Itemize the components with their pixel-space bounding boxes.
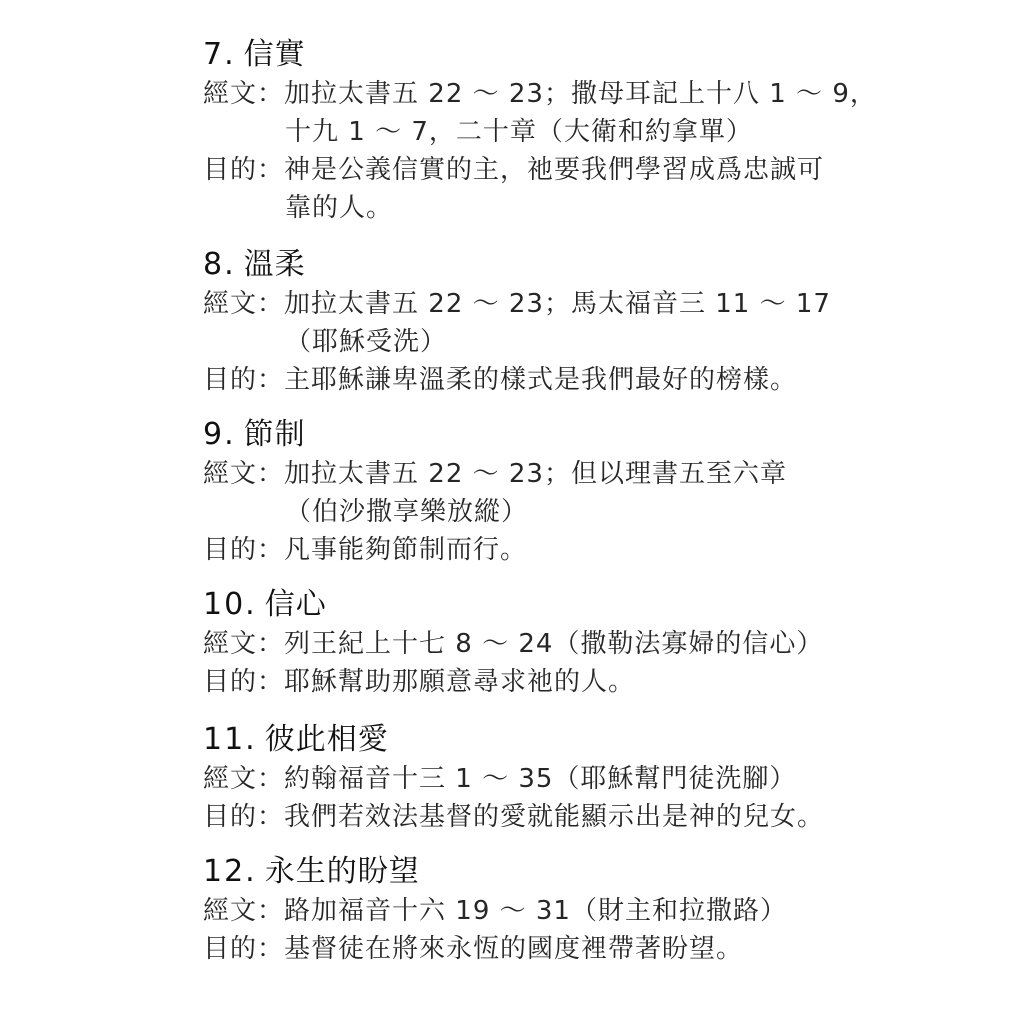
purpose-text: 我們若效法基督的愛就能顯示出是神的兒女。 [284,802,825,832]
scripture-label: 經文： [203,629,285,659]
scripture-text: 加拉太書五 22 ～ 23；馬太福音三 11 ～ 17 [284,289,831,319]
lesson-heading [203,245,983,285]
scripture-line [203,760,983,798]
lesson-heading [203,852,983,892]
lesson-title: 信心 [264,587,327,622]
scripture-line-continued [203,493,983,531]
lesson-section-9 [203,415,983,569]
lesson-number: 7. [203,37,236,72]
lesson-title: 信實 [243,37,306,72]
scripture-line [203,75,983,113]
scripture-text: （耶穌受洗） [285,327,448,357]
scripture-text: 加拉太書五 22 ～ 23；撒母耳記上十八 1 ～ 9， [284,79,877,109]
scripture-text: 路加福音十六 19 ～ 31（財主和拉撒路） [284,896,787,926]
purpose-text: 靠的人。 [285,193,394,223]
scripture-text: 約翰福音十三 1 ～ 35（耶穌幫門徒洗腳） [284,764,797,794]
lesson-number: 8. [203,247,236,282]
lesson-heading [203,720,983,760]
scripture-text: 十九 1 ～ 7，二十章（大衛和約拿單） [285,117,753,147]
purpose-line [203,531,983,569]
purpose-line [203,663,983,701]
scripture-label: 經文： [203,764,285,794]
scripture-line [203,892,983,930]
scripture-text: 列王紀上十七 8 ～ 24（撒勒法寡婦的信心） [284,629,824,659]
purpose-label: 目的： [203,934,285,964]
scripture-label: 經文： [203,79,285,109]
lesson-title: 永生的盼望 [264,854,420,889]
scripture-label: 經文： [203,459,285,489]
lesson-section-11 [203,720,983,836]
lesson-section-12 [203,852,983,968]
purpose-label: 目的： [203,155,285,185]
purpose-label: 目的： [203,535,285,565]
purpose-line [203,930,983,968]
lesson-title: 彼此相愛 [264,722,389,757]
purpose-line [203,361,983,399]
purpose-text: 基督徒在將來永恆的國度裡帶著盼望。 [284,934,744,964]
lesson-section-7 [203,35,983,227]
purpose-line [203,798,983,836]
purpose-text: 耶穌幫助那願意尋求祂的人。 [284,667,636,697]
lesson-number: 11. [203,722,257,757]
scripture-line [203,455,983,493]
purpose-text: 主耶穌謙卑溫柔的樣式是我們最好的榜樣。 [284,365,798,395]
lesson-number: 9. [203,417,236,452]
scripture-line [203,285,983,323]
lesson-section-10 [203,585,983,701]
lesson-heading [203,415,983,455]
purpose-label: 目的： [203,365,285,395]
scripture-text: 加拉太書五 22 ～ 23；但以理書五至六章 [284,459,787,489]
lesson-title: 節制 [243,417,306,452]
purpose-label: 目的： [203,802,285,832]
scripture-line-continued [203,323,983,361]
scripture-line [203,625,983,663]
lesson-number: 12. [203,854,257,889]
scripture-label: 經文： [203,896,285,926]
lesson-title: 溫柔 [243,247,306,282]
purpose-text: 神是公義信實的主，祂要我們學習成爲忠誠可 [284,155,825,185]
scripture-label: 經文： [203,289,285,319]
lesson-number: 10. [203,587,257,622]
purpose-text: 凡事能夠節制而行。 [284,535,528,565]
lesson-heading [203,585,983,625]
lesson-section-8 [203,245,983,399]
lesson-heading [203,35,983,75]
purpose-line [203,151,983,189]
scripture-line-continued [203,113,983,151]
purpose-line-continued [203,189,983,227]
purpose-label: 目的： [203,667,285,697]
scripture-text: （伯沙撒享樂放縱） [285,497,529,527]
